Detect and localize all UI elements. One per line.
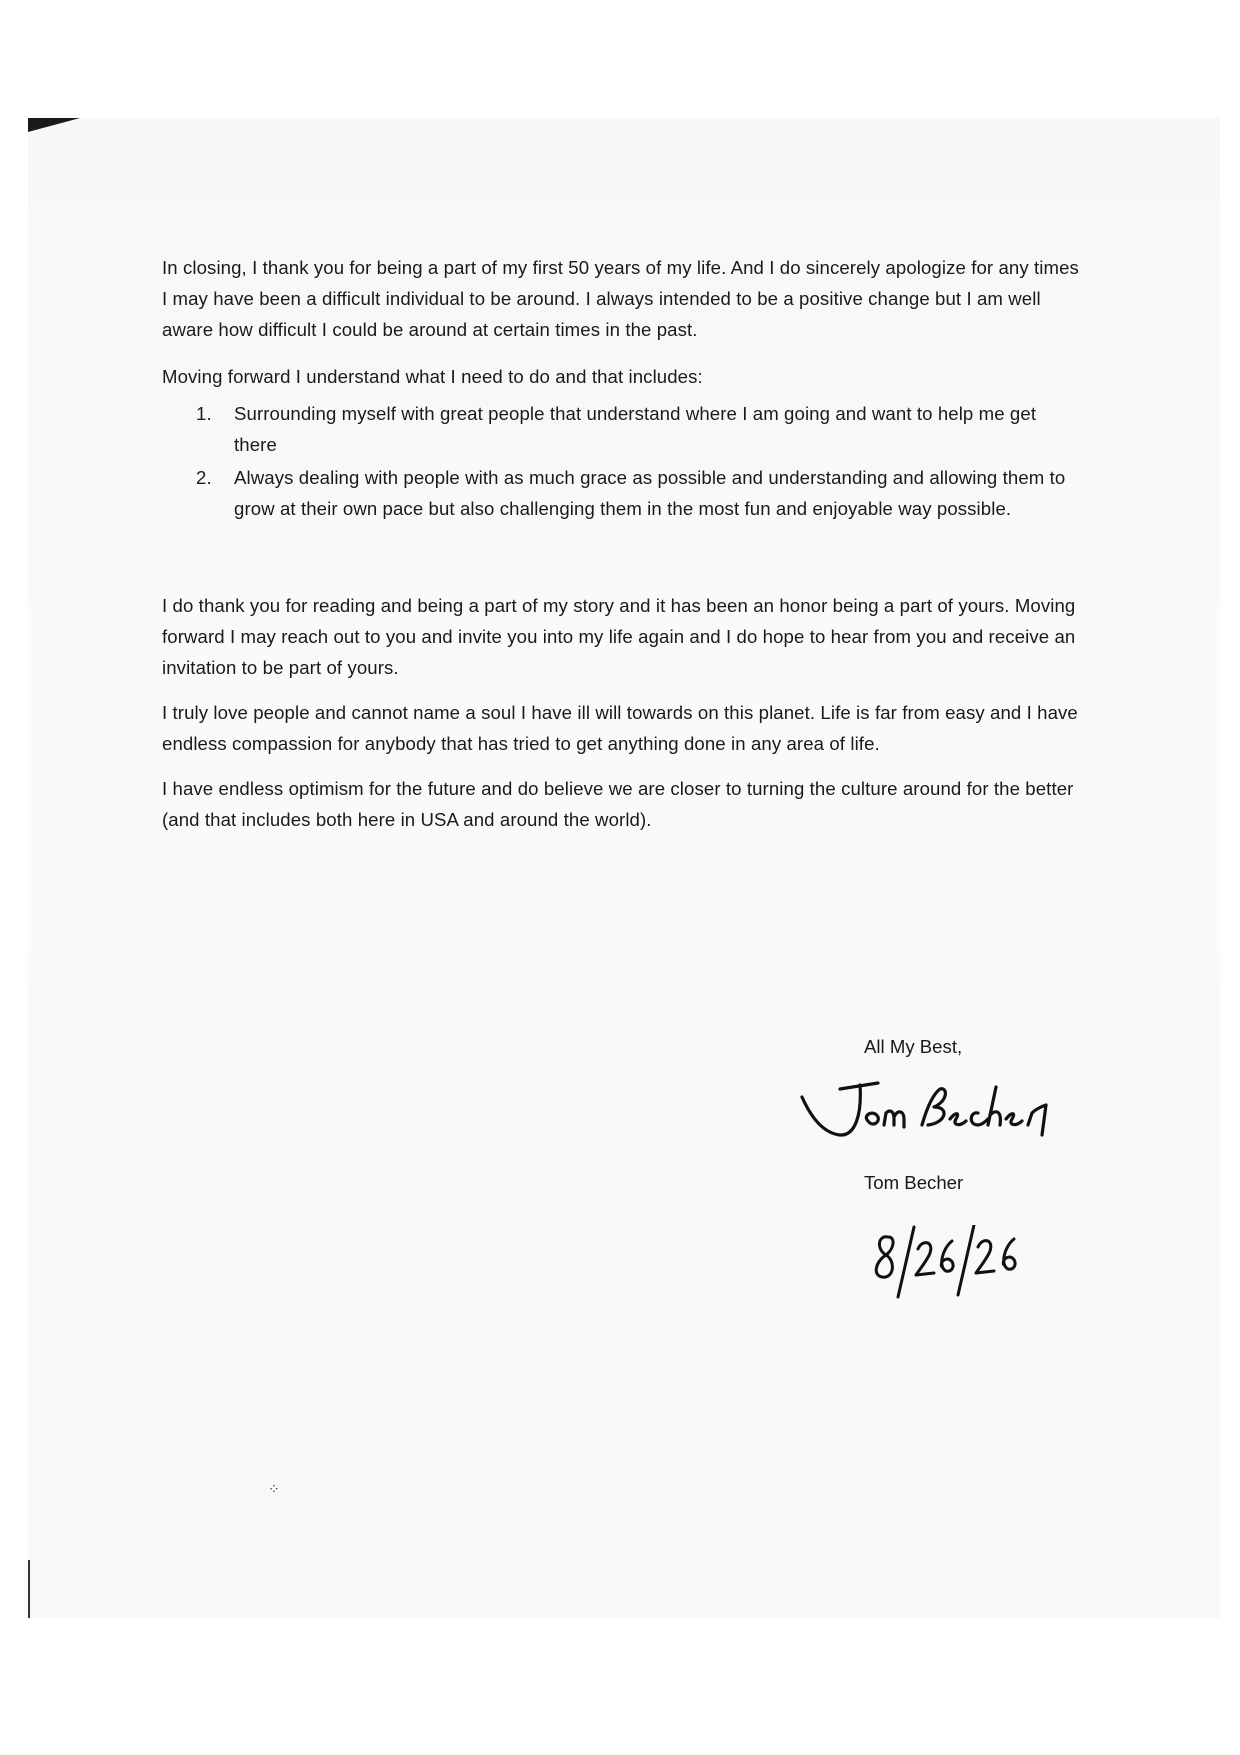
list-item-text: Always dealing with people with as much grace as possible and understanding and allowing them to grow at their own pace but also challenging them in the most fun and enjoyable way possible. [234, 467, 1066, 519]
list-item [196, 398, 1082, 460]
paragraph-optimism: I have endless optimism for the future and do believe we are closer to turning the culture around for the better (and that includes both here in USA and around the world). [162, 778, 1074, 830]
handwritten-signature [800, 1075, 1060, 1155]
list-item-number: 1. [196, 403, 212, 424]
paragraph-moving-forward: Moving forward I understand what I need to do and that includes: [162, 366, 703, 387]
paragraph-closing-thanks: In closing, I thank you for being a part of my first 50 years of my life. And I do sincerely apologize for any times I may have been a difficult individual to be around. I always intended to be a positive change but I am well aware how difficult I could be around at certain times in the past. [162, 257, 1079, 340]
scan-edge-line [28, 1560, 30, 1618]
list-item-number: 2. [196, 467, 212, 488]
scan-speck: ⁘ [268, 1481, 280, 1497]
list-item-text: Surrounding myself with great people that understand where I am going and want to help me get there [234, 403, 1037, 455]
commitments-list [162, 398, 1082, 524]
letter-body [162, 252, 1082, 835]
paragraph-thank-you: I do thank you for reading and being a part of my story and it has been an honor being a part of yours. Moving forward I may reach out to you and invite you into my life again and I do hope to hear from you and receive an invitation to be part of yours. [162, 595, 1076, 678]
scan-corner-mark [28, 118, 80, 132]
handwritten-date [870, 1225, 1040, 1305]
paragraph-love-people: I truly love people and cannot name a soul I have ill will towards on this planet. Life is far from easy and I have endless compassion for anybody that has tried to get anything done in any area of life. [162, 702, 1078, 754]
closing-salutation: All My Best, [864, 1036, 963, 1057]
list-item [196, 462, 1082, 524]
signer-name: Tom Becher [864, 1172, 964, 1193]
